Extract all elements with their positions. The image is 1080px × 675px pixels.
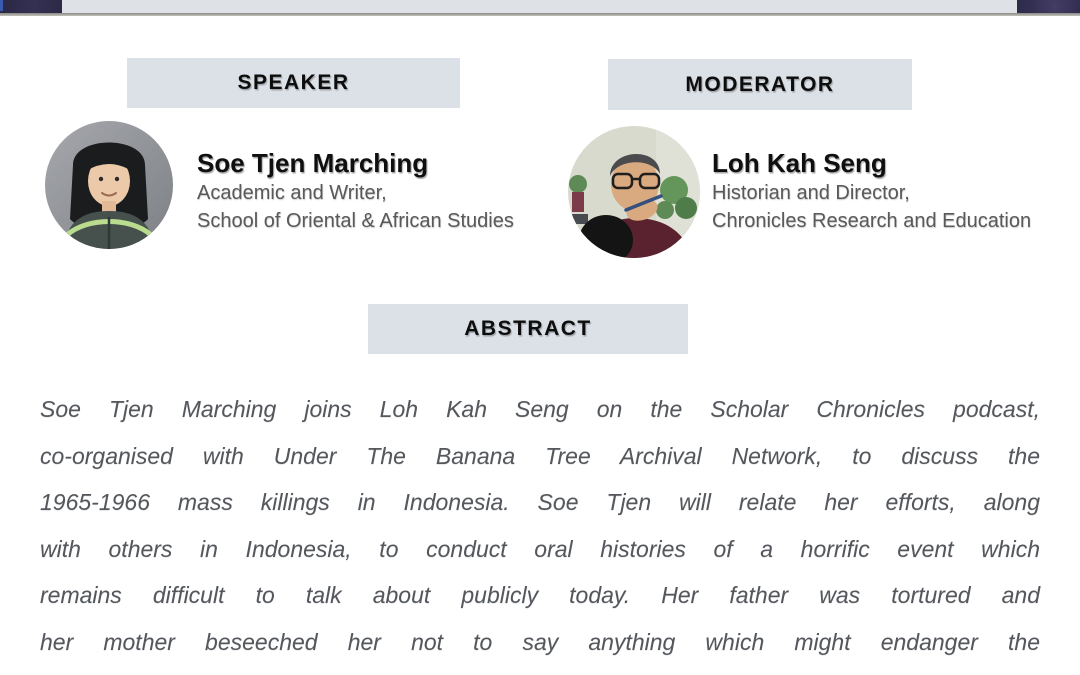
abstract-line: her mother beseeched her not to say anything which might endanger the — [40, 628, 1040, 655]
top-banner-blue-accent — [0, 0, 3, 11]
moderator-role-line1: Historian and Director, — [712, 182, 910, 204]
speaker-card — [197, 146, 514, 235]
moderator-photo — [568, 126, 700, 258]
speaker-section-label: SPEAKER — [237, 71, 350, 94]
speaker-name: Soe Tjen Marching — [197, 148, 429, 178]
moderator-section-label: MODERATOR — [685, 72, 835, 96]
abstract-section-header — [368, 304, 688, 354]
abstract-line: co-organised with Under The Banana Tree Archival Network, to discuss the — [40, 442, 1040, 469]
top-banner-shadow-line — [0, 13, 1080, 16]
speaker-role-line1: Academic and Writer, — [197, 182, 387, 204]
top-banner-left-fragment — [0, 0, 62, 13]
abstract-paragraph — [40, 386, 1040, 665]
abstract-line: Soe Tjen Marching joins Loh Kah Seng on the Scholar Chronicles podcast, — [40, 396, 1040, 422]
abstract-line: with others in Indonesia, to conduct oral histories of a horrific event which — [40, 535, 1040, 562]
moderator-role-line2: Chronicles Research and Education — [712, 209, 1032, 232]
moderator-section-header — [608, 59, 912, 110]
top-banner-strip — [0, 0, 1080, 13]
moderator-card — [712, 146, 1031, 235]
moderator-portrait-image — [568, 126, 700, 258]
abstract-line: remains difficult to talk about publicly today. Her father was tortured and — [40, 582, 1040, 608]
speaker-role-line2: School of Oriental & African Studies — [197, 209, 514, 232]
abstract-line: 1965-1966 mass killings in Indonesia. Soe Tjen will relate her efforts, along — [40, 489, 1040, 515]
speaker-photo — [45, 121, 173, 249]
moderator-name: Loh Kah Seng — [712, 148, 887, 178]
speaker-portrait-image — [45, 121, 173, 249]
speaker-section-header — [127, 58, 460, 108]
abstract-section-label: ABSTRACT — [464, 317, 592, 340]
